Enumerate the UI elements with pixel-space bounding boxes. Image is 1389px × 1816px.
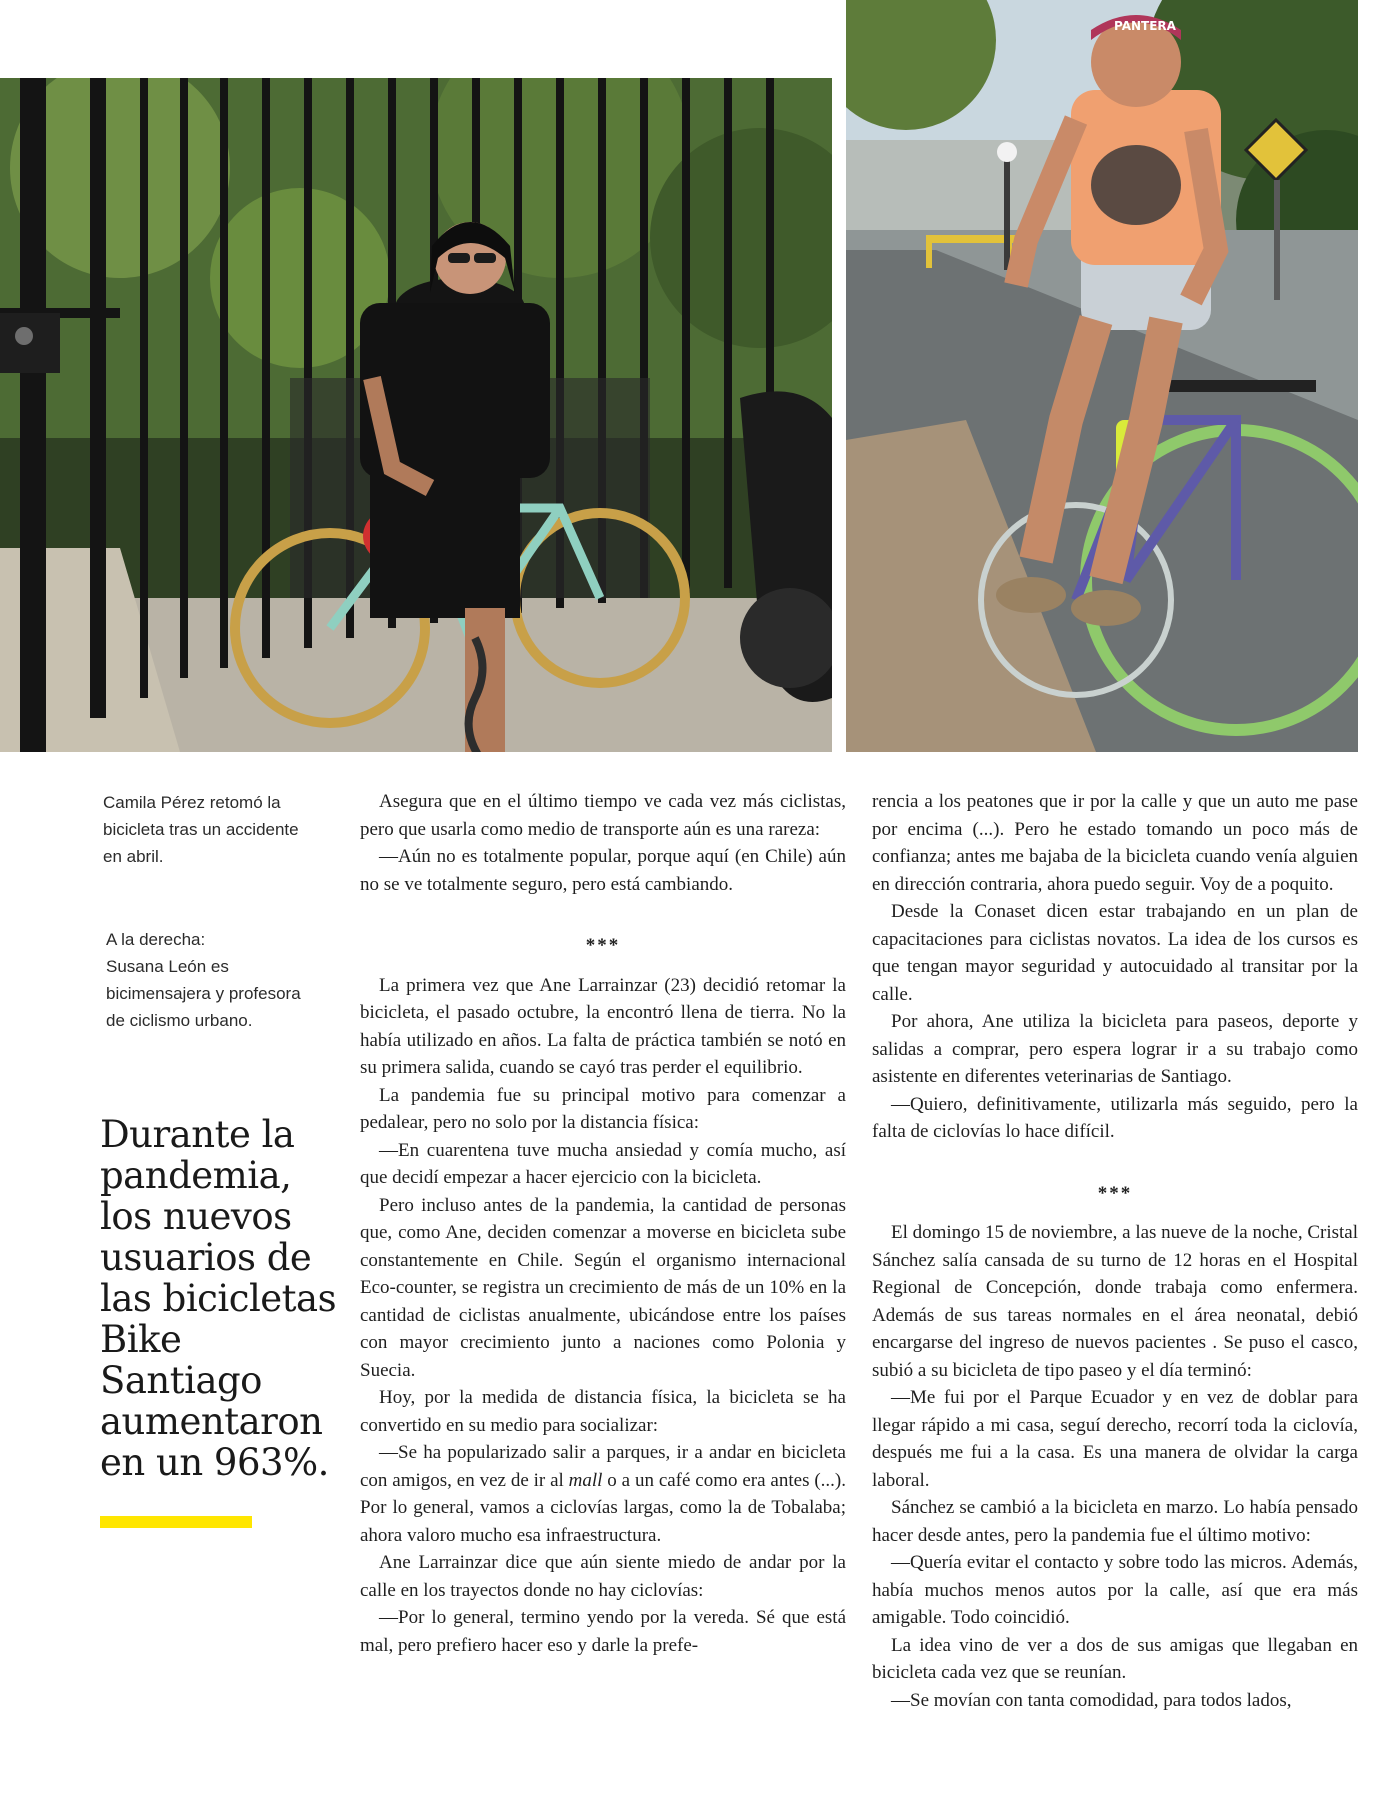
photo-camila-perez — [0, 78, 832, 752]
paragraph: —Quiero, definitivamente, utilizarla más seguido, pero la falta de ciclovías lo hace difícil. — [872, 1093, 1358, 1142]
text-run: o a un café como era antes (...). Por lo general, vamos a ciclovías largas, como la de Tobalaba; ahora valoro mucho esa infraestructura. — [360, 1469, 846, 1546]
section-separator: *** — [585, 935, 621, 956]
section-separator: *** — [1097, 1182, 1133, 1204]
cap-text: PANTERA — [1114, 19, 1176, 33]
caption-lead: A la derecha: — [106, 930, 206, 949]
paragraph: —Me fui por el Parque Ecuador y en vez de doblar para llegar rápido a mi casa, seguí derecho, recorrí toda la ciclovía, después me fui a la casa. Es una manera de olvidar la carga laboral. — [872, 1387, 1358, 1491]
paragraph: rencia a los peatones que ir por la calle y que un auto me pase por encima (...). Pero he estado tomando un poco más de confianza; antes me bajaba de la bicicleta cuando venía alguien en dirección contraria, ahora puedo seguir. Voy de a poquito. — [872, 791, 1358, 895]
photo-caption-right — [106, 926, 316, 1034]
paragraph: —Quería evitar el contacto y sobre todo las micros. Además, había muchos menos autos por la calle, así que era más amigable. Todo coincidió. — [872, 1552, 1358, 1628]
photo-camila-illustration — [0, 78, 832, 752]
article-column-middle — [360, 788, 846, 1659]
article-column-right — [872, 788, 1358, 1714]
paragraph: —Se movían con tanta comodidad, para todos lados, — [891, 1689, 1292, 1711]
paragraph: Sánchez se cambió a la bicicleta en marzo. Lo había pensado hacer desde antes, pero la pandemia fue el último motivo: — [872, 1497, 1358, 1546]
paragraph: La pandemia fue su principal motivo para comenzar a pedalear, pero no solo por la distancia física: — [360, 1084, 846, 1133]
paragraph: La primera vez que Ane Larrainzar (23) decidió retomar la bicicleta, el pasado octubre, la encontró llena de tierra. No la había utilizado en años. La falta de práctica también se notó en su primera salida, cuando se cayó tras perder el equilibrio. — [360, 974, 846, 1078]
paragraph: Hoy, por la medida de distancia física, la bicicleta se ha convertido en su medio para socializar: — [360, 1387, 846, 1436]
paragraph: Desde la Conaset dicen estar trabajando en un plan de capacitaciones para ciclistas novatos. La idea de los cursos es que tengan mayor seguridad y autocuidado al transitar por la calle. — [872, 901, 1358, 1005]
paragraph: Ane Larrainzar dice que aún siente miedo de andar por la calle en los trayectos donde no hay ciclovías: — [360, 1552, 846, 1601]
photo-susana-leon — [846, 0, 1358, 752]
paragraph: El domingo 15 de noviembre, a las nueve de la noche, Cristal Sánchez salía cansada de su turno de 12 horas en el Hospital Regional de Concepción, donde trabaja como enfermera. Además de sus tareas normales en el área neonatal, debió encargarse del ingreso de nuevos pacientes . Se puso el casco, subió a su bicicleta de tipo paseo y el día terminó: — [872, 1222, 1358, 1381]
pull-quote: Durante la pandemia, los nuevos usuarios de las bicicletas Bike Santiago aumentaron en un 963%. — [100, 1113, 337, 1484]
paragraph: Pero incluso antes de la pandemia, la cantidad de personas que, como Ane, deciden comenzar a moverse en bicicleta sube constantemente en Chile. Según el organismo internacional Eco-counter, se registra un crecimiento de más de un 10% en la cantidad de ciclistas anualmente, ubicándose entre los países con mayor crecimiento junto a naciones como Polonia y Suecia. — [360, 1194, 846, 1381]
photo-susana-illustration — [846, 0, 1358, 752]
paragraph: —En cuarentena tuve mucha ansiedad y comía mucho, así que decidí empezar a hacer ejercicio con la bicicleta. — [360, 1139, 846, 1188]
photo-caption-left: Camila Pérez retomó la bicicleta tras un accidente en abril. — [103, 793, 299, 866]
paragraph: —Por lo general, termino yendo por la vereda. Sé que está mal, pero prefiero hacer eso y darle la prefe- — [360, 1607, 846, 1656]
paragraph: Asegura que en el último tiempo ve cada vez más ciclistas, pero que usarla como medio de transporte aún es una rareza: — [360, 791, 846, 840]
caption-text: Susana León es bicimensajera y profesora de ciclismo urbano. — [106, 957, 301, 1030]
paragraph: Por ahora, Ane utiliza la bicicleta para paseos, deporte y salidas a comprar, pero espera lograr ir a su trabajo como asistente en diferentes veterinarias de Santiago. — [872, 1011, 1358, 1087]
accent-bar — [100, 1516, 252, 1528]
paragraph — [360, 1439, 846, 1549]
italic-word: mall — [568, 1469, 603, 1491]
paragraph: —Aún no es totalmente popular, porque aquí (en Chile) aún no se ve totalmente seguro, pero está cambiando. — [360, 846, 846, 895]
text-run: —Se ha popularizado salir a parques, ir a andar en bicicleta con amigos, en vez de ir al — [360, 1442, 846, 1491]
paragraph: La idea vino de ver a dos de sus amigas que llegaban en bicicleta cada vez que se reunían. — [872, 1634, 1358, 1683]
